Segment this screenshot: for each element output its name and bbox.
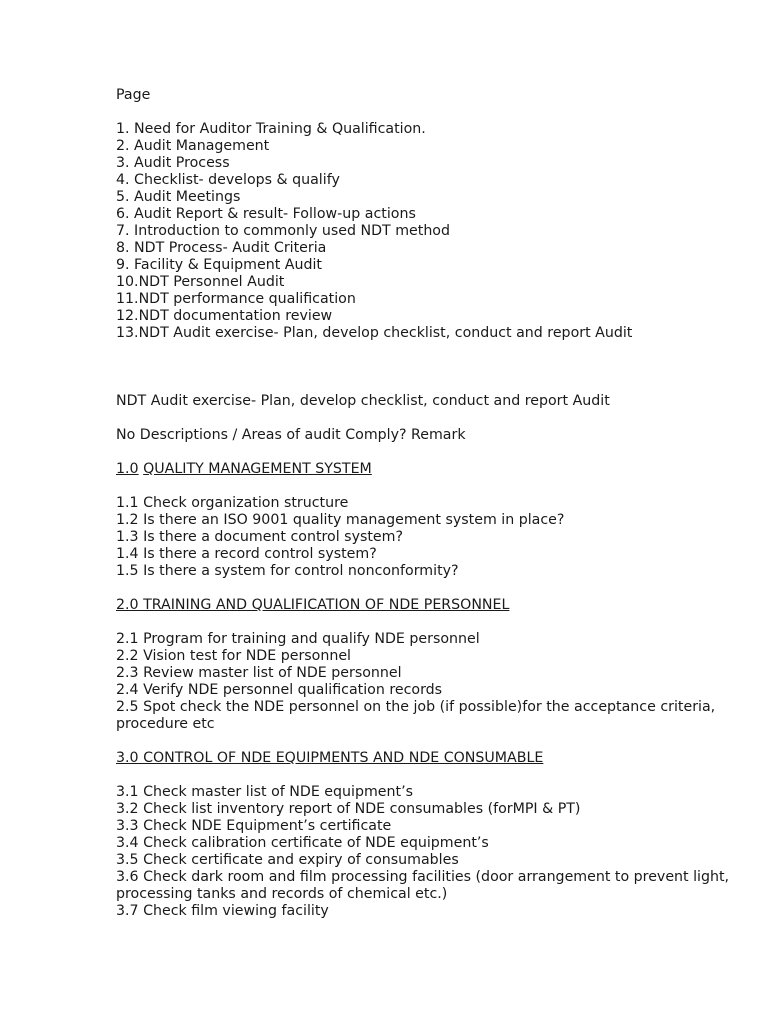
- document-body: [116, 87, 756, 920]
- checklist-item: 3.4 Check calibration certificate of NDE equipment’s: [116, 835, 489, 851]
- table-of-contents: [116, 121, 756, 342]
- toc-item: 6. Audit Report & result- Follow-up actions: [116, 206, 416, 222]
- section-training-qualification: [116, 597, 756, 733]
- toc-item: 7. Introduction to commonly used NDT method: [116, 223, 450, 239]
- checklist-item: 1.2 Is there an ISO 9001 quality management system in place?: [116, 512, 565, 528]
- toc-item: 3. Audit Process: [116, 155, 230, 171]
- table-header: No Descriptions / Areas of audit Comply? Remark: [116, 427, 466, 443]
- toc-item: 13.NDT Audit exercise- Plan, develop checklist, conduct and report Audit: [116, 325, 633, 341]
- checklist-item: 1.5 Is there a system for control nonconformity?: [116, 563, 459, 579]
- section-quality-management: [116, 461, 756, 580]
- section-heading: [116, 461, 756, 478]
- section-number: 1.0: [116, 461, 139, 477]
- checklist-item: 2.1 Program for training and qualify NDE personnel: [116, 631, 480, 647]
- checklist-item: 1.4 Is there a record control system?: [116, 546, 377, 562]
- section-control-nde-equipment: [116, 750, 756, 920]
- toc-item: 9. Facility & Equipment Audit: [116, 257, 322, 273]
- section-heading: 2.0 TRAINING AND QUALIFICATION OF NDE PERSONNEL: [116, 597, 510, 613]
- toc-item: 1. Need for Auditor Training & Qualification.: [116, 121, 426, 137]
- checklist-item: 3.6 Check dark room and film processing facilities (door arrangement to prevent light, processing tanks and records of chemical etc.): [116, 869, 730, 902]
- toc-item: 10.NDT Personnel Audit: [116, 274, 285, 290]
- page-label: Page: [116, 87, 151, 103]
- checklist-item: 2.4 Verify NDE personnel qualification records: [116, 682, 443, 698]
- toc-item: 12.NDT documentation review: [116, 308, 333, 324]
- toc-item: 5. Audit Meetings: [116, 189, 241, 205]
- checklist-item: 2.3 Review master list of NDE personnel: [116, 665, 402, 681]
- toc-item: 2. Audit Management: [116, 138, 270, 154]
- toc-item: 11.NDT performance qualification: [116, 291, 356, 307]
- section-heading: 3.0 CONTROL OF NDE EQUIPMENTS AND NDE CONSUMABLE: [116, 750, 544, 766]
- section-title: QUALITY MANAGEMENT SYSTEM: [143, 461, 372, 477]
- checklist-item: 3.3 Check NDE Equipment’s certificate: [116, 818, 392, 834]
- checklist-item: 3.2 Check list inventory report of NDE consumables (forMPI & PT): [116, 801, 581, 817]
- exercise-title: NDT Audit exercise- Plan, develop checklist, conduct and report Audit: [116, 393, 610, 409]
- checklist-item: 3.1 Check master list of NDE equipment’s: [116, 784, 413, 800]
- checklist-item: 1.1 Check organization structure: [116, 495, 349, 511]
- toc-item: 8. NDT Process- Audit Criteria: [116, 240, 327, 256]
- toc-item: 4. Checklist- develops & qualify: [116, 172, 340, 188]
- checklist-item: 1.3 Is there a document control system?: [116, 529, 404, 545]
- checklist-item: 2.2 Vision test for NDE personnel: [116, 648, 352, 664]
- checklist-item: 2.5 Spot check the NDE personnel on the job (if possible)for the acceptance criteria, procedure etc: [116, 699, 716, 732]
- checklist-item: 3.7 Check film viewing facility: [116, 903, 329, 919]
- checklist-item: 3.5 Check certificate and expiry of consumables: [116, 852, 459, 868]
